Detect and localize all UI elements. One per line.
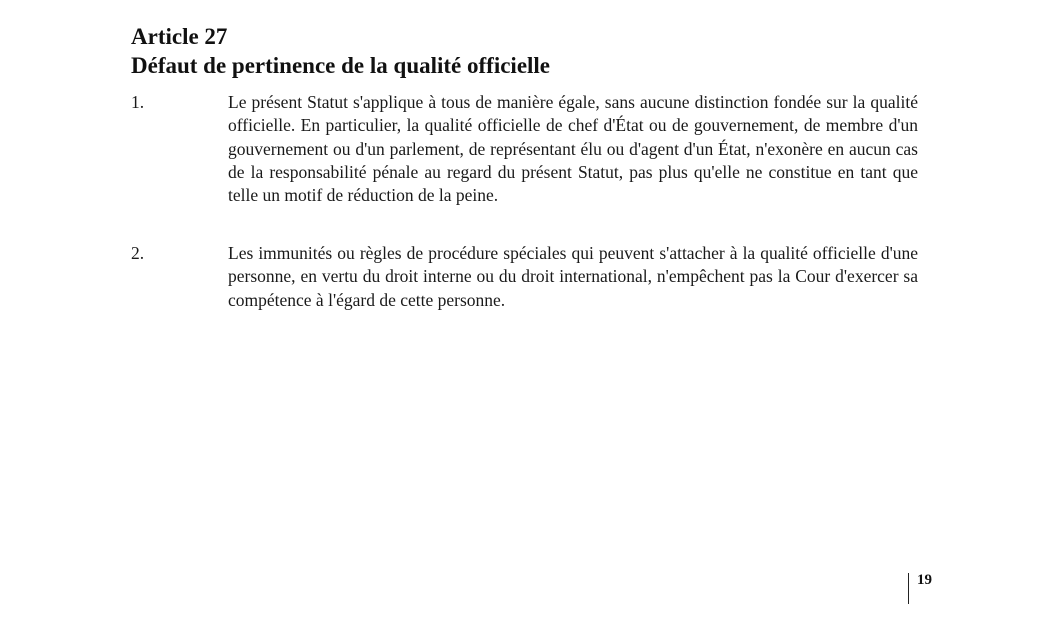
page-number: 19 [917, 572, 932, 588]
paragraph-number: 1. [131, 92, 145, 112]
article-number: Article 27 [131, 24, 228, 49]
paragraph-number: 2. [131, 243, 145, 263]
paragraph-text: Les immunités ou règles de procédure spéciales qui peuvent s'attacher à la qualité officielle d'une personne, en vertu du droit interne ou du droit international, n'empêchent pas la Cour d'exercer sa compétence à l'égard de cette personne. [228, 243, 918, 310]
article-heading [131, 22, 550, 80]
article-title: Défaut de pertinence de la qualité officielle [131, 53, 551, 78]
paragraph-text: Le présent Statut s'applique à tous de manière égale, sans aucune distinction fondée sur la qualité officielle. En particulier, la qualité officielle de chef d'État ou de gouvernement, de membre d'un gouvernement ou d'un parlement, de représentant élu ou d'agent d'un État, n'exonère en aucun cas de la responsabilité pénale au regard du présent Statut, pas plus qu'elle ne constitue en tant que telle un motif de réduction de la peine. [228, 92, 918, 206]
footer-divider [908, 573, 909, 604]
